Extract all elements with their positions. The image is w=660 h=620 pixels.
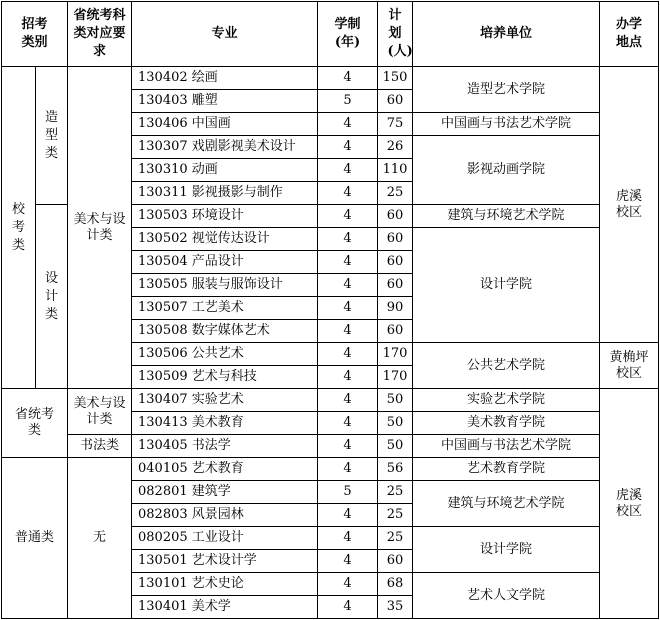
duration-cell: 4 [318,274,378,297]
plan-cell: 60 [378,550,413,573]
header-unit-label: 培养单位 [479,26,532,41]
unit-cell: 公共艺术学院 [413,343,600,389]
major-cell: 130501 艺术设计学 [132,550,318,573]
plan-cell: 25 [378,481,413,504]
unit-cell: 设计学院 [413,527,600,573]
duration-cell: 4 [318,159,378,182]
plan-cell: 25 [378,504,413,527]
duration-cell: 4 [318,366,378,389]
campus-label: 黄桷坪校区 [609,349,649,381]
req-art-design-2 [68,389,132,435]
campus-cell [600,343,659,389]
group-school-exam-label: 校考类 [11,201,25,253]
plan-cell: 170 [378,366,413,389]
duration-cell: 5 [318,481,378,504]
campus-cell [600,389,659,619]
group-design [36,205,68,389]
campus-label: 虎溪校区 [615,188,642,220]
major-cell: 130406 中国画 [132,113,318,136]
group-provincial [2,389,68,458]
major-cell: 130307 戏剧影视美术设计 [132,136,318,159]
major-cell: 130101 艺术史论 [132,573,318,596]
major-cell: 130311 影视摄影与制作 [132,182,318,205]
duration-cell: 4 [318,343,378,366]
group-provincial-label: 省统考类 [14,407,54,438]
req-art-design-label: 美术与设计类 [73,211,126,243]
plan-cell: 25 [378,527,413,550]
major-cell: 130403 雕塑 [132,90,318,113]
table-row [2,458,659,481]
major-cell: 130504 产品设计 [132,251,318,274]
req-art-design-2-label: 美术与设计类 [73,395,126,427]
major-cell: 130310 动画 [132,159,318,182]
group-modeling-label: 造型类 [44,109,58,161]
unit-cell: 美术教育学院 [413,412,600,435]
duration-cell: 4 [318,136,378,159]
plan-cell: 75 [378,113,413,136]
req-none: 无 [68,458,132,619]
header-duration-label: 学制(年) [334,17,361,50]
plan-cell: 150 [378,67,413,90]
group-design-label: 设计类 [44,270,58,322]
major-cell: 130407 实验艺术 [132,389,318,412]
major-cell: 130405 书法学 [132,435,318,458]
duration-cell: 4 [318,320,378,343]
table-row [2,435,659,458]
plan-cell: 60 [378,320,413,343]
plan-cell: 60 [378,205,413,228]
unit-cell: 实验艺术学院 [413,389,600,412]
plan-cell: 60 [378,90,413,113]
plan-cell: 170 [378,343,413,366]
admission-plan-table [1,1,659,619]
major-cell: 130402 绘画 [132,67,318,90]
header-duration [318,2,378,67]
plan-cell: 35 [378,596,413,619]
major-cell: 130401 美术学 [132,596,318,619]
group-modeling [36,67,68,205]
header-category [2,2,68,67]
duration-cell: 4 [318,458,378,481]
unit-cell: 建筑与环境艺术学院 [413,205,600,228]
header-unit [413,2,600,67]
unit-cell: 中国画与书法艺术学院 [413,113,600,136]
plan-cell: 50 [378,435,413,458]
duration-cell: 4 [318,504,378,527]
plan-cell: 25 [378,182,413,205]
duration-cell: 4 [318,182,378,205]
major-cell: 130503 环境设计 [132,205,318,228]
duration-cell: 4 [318,113,378,136]
header-major [132,2,318,67]
major-cell: 082801 建筑学 [132,481,318,504]
plan-cell: 50 [378,412,413,435]
duration-cell: 4 [318,435,378,458]
unit-cell: 影视动画学院 [413,136,600,205]
plan-cell: 110 [378,159,413,182]
major-cell: 130506 公共艺术 [132,343,318,366]
duration-cell: 5 [318,90,378,113]
duration-cell: 4 [318,527,378,550]
table-row [2,389,659,412]
campus-label: 虎溪校区 [615,487,642,519]
header-campus [600,2,659,67]
header-category-label: 招考类别 [21,17,48,50]
req-calligraphy: 书法类 [68,435,132,458]
major-cell: 082803 风景园林 [132,504,318,527]
duration-cell: 4 [318,412,378,435]
header-plan-label: 计划(人) [387,8,413,59]
table-row [2,67,659,90]
req-art-design [68,67,132,389]
unit-cell: 建筑与环境艺术学院 [413,481,600,527]
header-campus-label: 办学地点 [615,17,642,50]
header-row [2,2,659,67]
duration-cell: 4 [318,389,378,412]
major-cell: 080205 工业设计 [132,527,318,550]
campus-cell [600,67,659,343]
unit-cell: 艺术人文学院 [413,573,600,619]
duration-cell: 4 [318,596,378,619]
plan-cell: 60 [378,274,413,297]
duration-cell: 4 [318,297,378,320]
plan-cell: 90 [378,297,413,320]
plan-cell: 50 [378,389,413,412]
major-cell: 130509 艺术与科技 [132,366,318,389]
major-cell: 040105 艺术教育 [132,458,318,481]
duration-cell: 4 [318,205,378,228]
plan-cell: 26 [378,136,413,159]
unit-cell: 设计学院 [413,228,600,343]
header-requirement-label: 省统考科类对应要求 [73,8,126,59]
duration-cell: 4 [318,573,378,596]
group-school-exam [2,67,36,389]
major-cell: 130413 美术教育 [132,412,318,435]
major-cell: 130508 数字媒体艺术 [132,320,318,343]
duration-cell: 4 [318,67,378,90]
header-major-label: 专业 [211,26,238,41]
group-general: 普通类 [2,458,68,619]
duration-cell: 4 [318,550,378,573]
major-cell: 130507 工艺美术 [132,297,318,320]
header-plan [378,2,413,67]
unit-cell: 造型艺术学院 [413,67,600,113]
plan-cell: 68 [378,573,413,596]
header-requirement [68,2,132,67]
duration-cell: 4 [318,228,378,251]
plan-cell: 60 [378,251,413,274]
major-cell: 130505 服装与服饰设计 [132,274,318,297]
plan-cell: 60 [378,228,413,251]
duration-cell: 4 [318,251,378,274]
major-cell: 130502 视觉传达设计 [132,228,318,251]
unit-cell: 艺术教育学院 [413,458,600,481]
unit-cell: 中国画与书法艺术学院 [413,435,600,458]
plan-cell: 56 [378,458,413,481]
